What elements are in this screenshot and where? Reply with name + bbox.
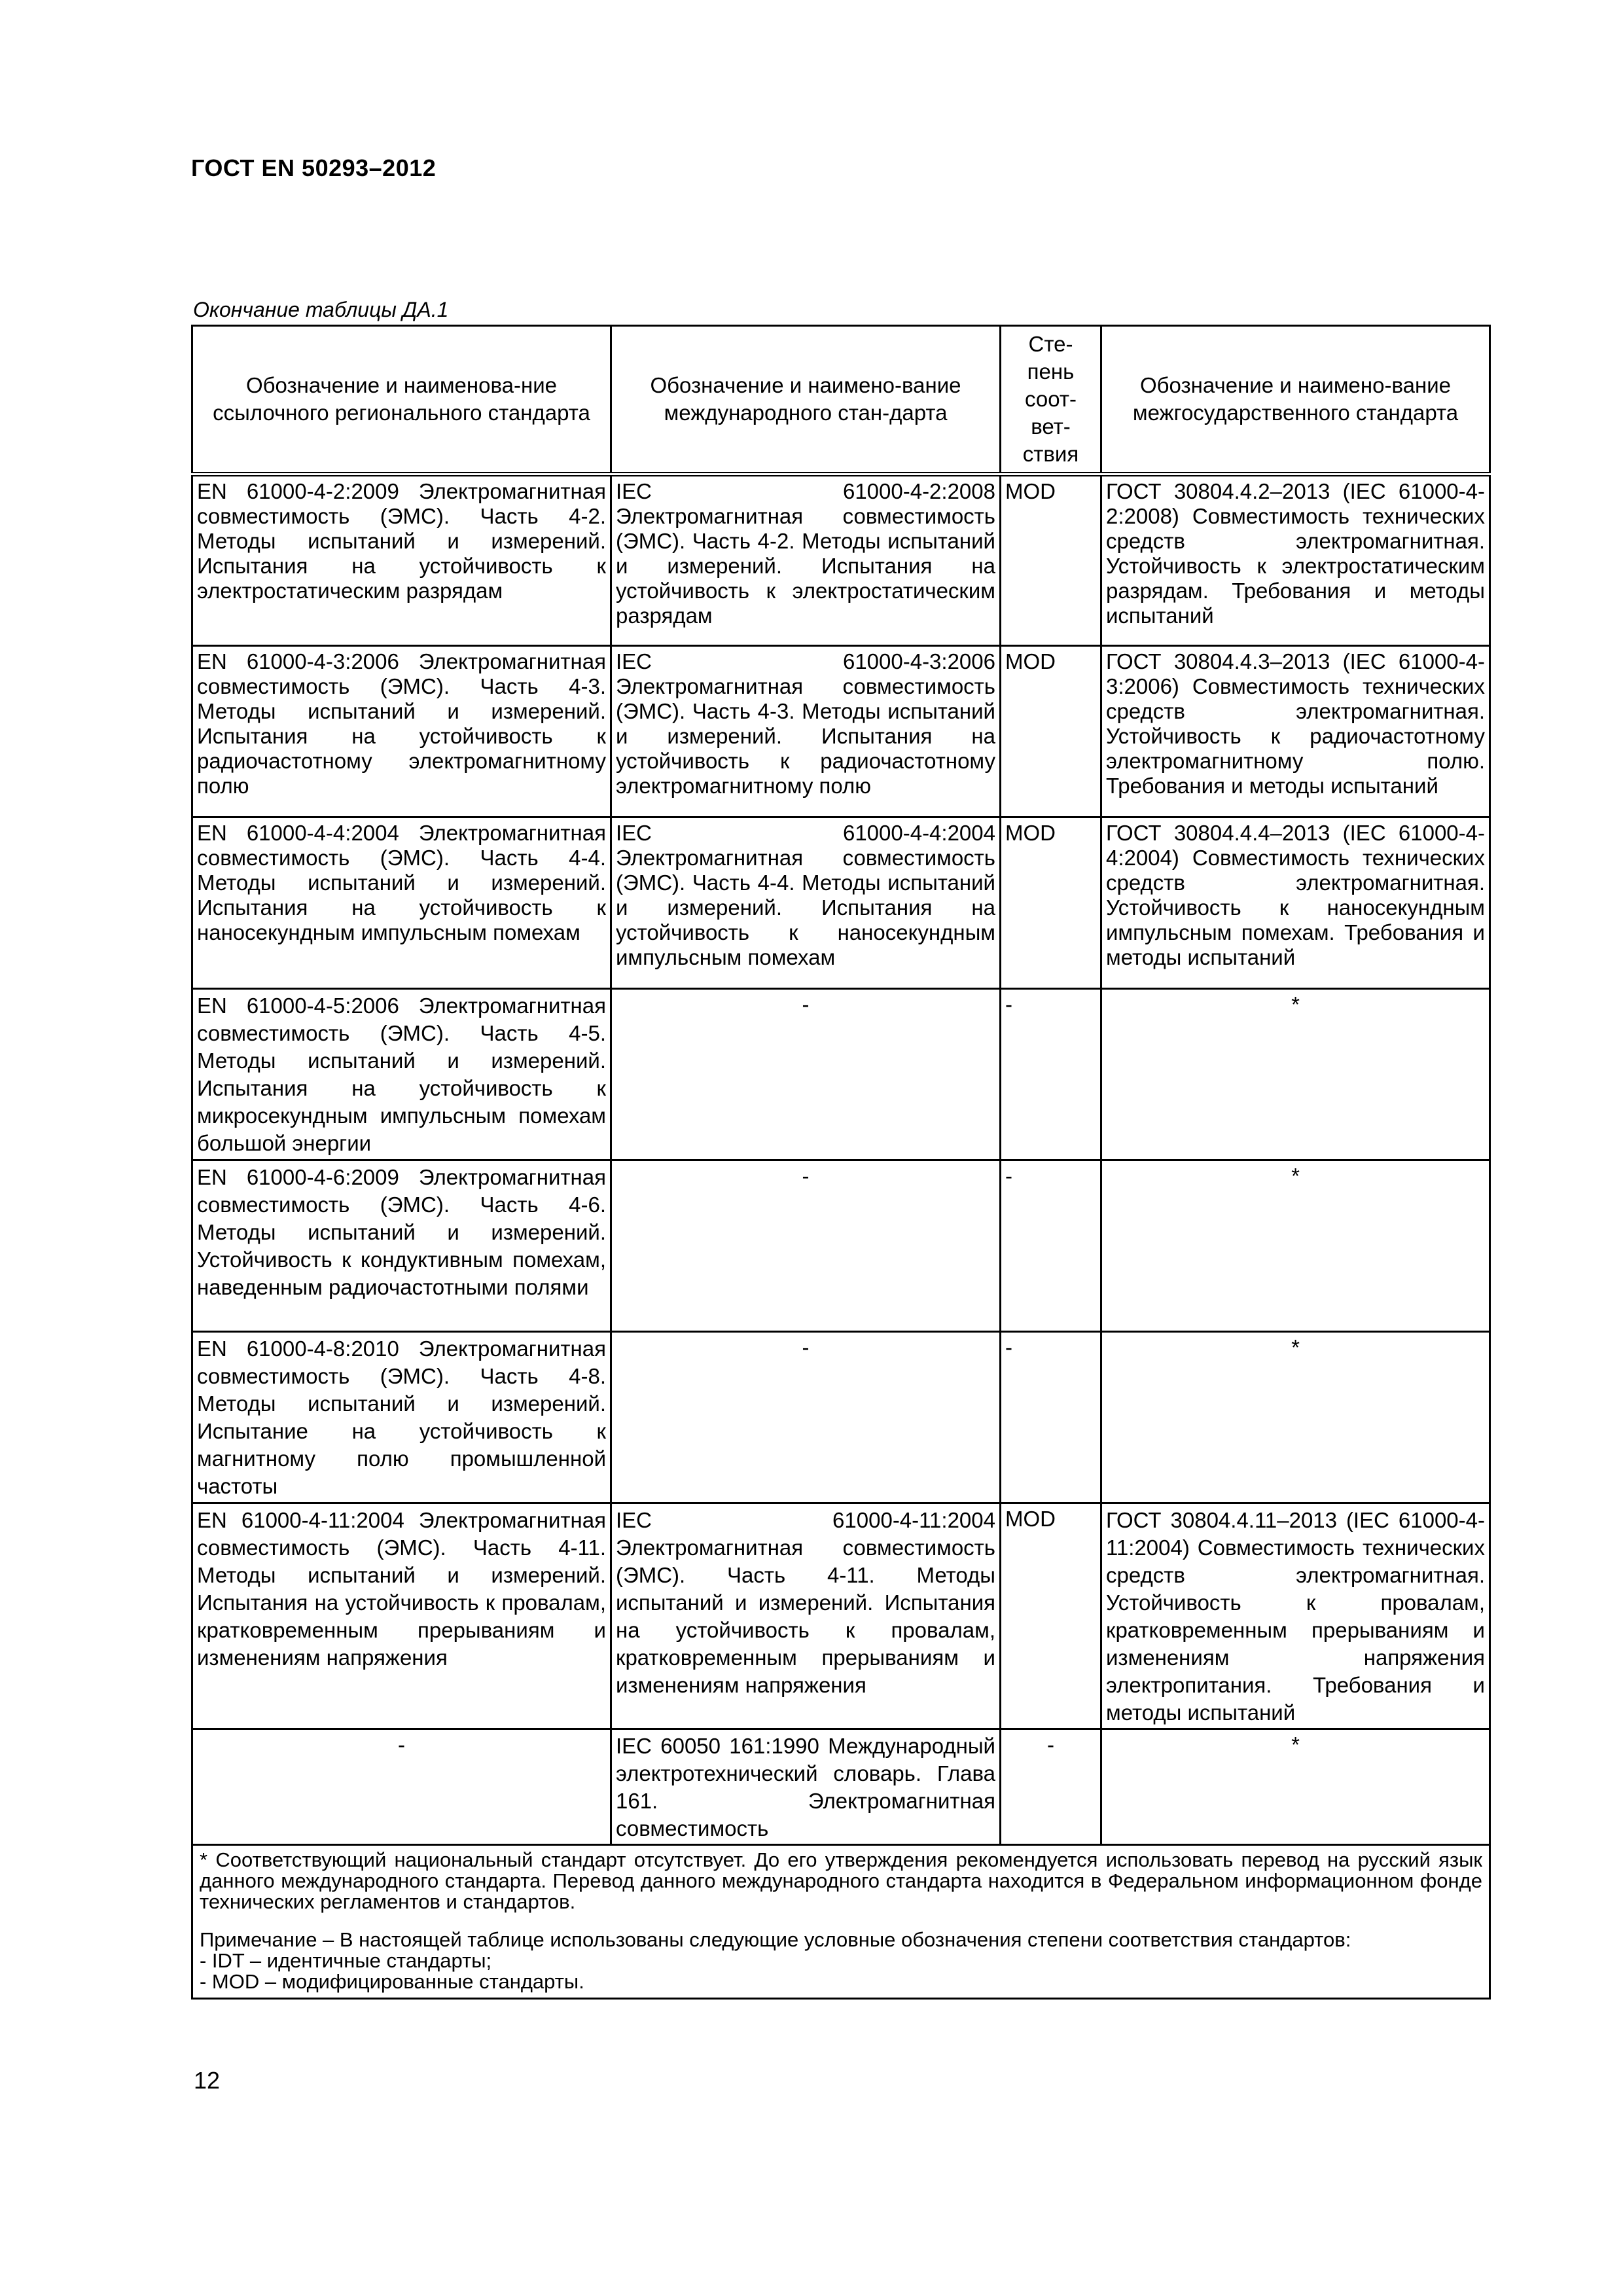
table-row — [192, 646, 1490, 817]
cell-interstate: * — [1101, 989, 1490, 1160]
cell-degree: - — [1001, 1729, 1101, 1845]
cell-international: - — [611, 1160, 1001, 1332]
cell-international: - — [611, 989, 1001, 1160]
cell-interstate: * — [1101, 1160, 1490, 1332]
cell-degree: MOD — [1001, 475, 1101, 646]
cell-regional: EN 61000-4-11:2004 Электромагнитная совместимость (ЭМС). Часть 4-11. Методы испытаний и измерений. Испытания на устойчивость к провалам, кратковременным прерываниям и изменениям напряжения — [192, 1503, 611, 1729]
cell-international: - — [611, 1332, 1001, 1503]
header-international: Обозначение и наимено-вание международного стан-дарта — [611, 326, 1001, 475]
table-caption: Окончание таблицы ДА.1 — [193, 298, 449, 321]
cell-international: IEC 61000-4-2:2008 Электромагнитная совместимость (ЭМС). Часть 4-2. Методы испытаний и измерений. Испытания на устойчивость к электростатическим разрядам — [611, 475, 1001, 646]
cell-degree: MOD — [1001, 646, 1101, 817]
table-header-row — [192, 326, 1490, 475]
cell-degree: MOD — [1001, 817, 1101, 989]
note-title: Примечание – В настоящей таблице использованы следующие условные обозначения степени соответствия стандартов: — [200, 1928, 1351, 1951]
cell-interstate: ГОСТ 30804.4.3–2013 (IEC 61000-4-3:2006) Совместимость технических средств электромагнитная. Устойчивость к радиочастотному электромагнитному полю. Требования и методы испытаний — [1101, 646, 1490, 817]
table-row — [192, 1332, 1490, 1503]
footnote: * Соответствующий национальный стандарт отсутствует. До его утверждения рекомендуется использовать перевод на русский язык данного международного стандарта. Перевод данного международного стандарта находится в Федеральном информационном фонде технических регламентов и стандартов. — [200, 1848, 1482, 1913]
table-row — [192, 1503, 1490, 1729]
cell-regional: EN 61000-4-4:2004 Электромагнитная совместимость (ЭМС). Часть 4-4. Методы испытаний и измерений. Испытания на устойчивость к наносекундным импульсным помехам — [192, 817, 611, 989]
page-number: 12 — [194, 2067, 221, 2094]
cell-interstate: ГОСТ 30804.4.4–2013 (IEC 61000-4-4:2004) Совместимость технических средств электромагнитная. Устойчивость к наносекундным импульсным помехам. Требования и методы испытаний — [1101, 817, 1490, 989]
table-notes — [192, 1845, 1490, 1999]
cell-regional: EN 61000-4-6:2009 Электромагнитная совместимость (ЭМС). Часть 4-6. Методы испытаний и измерений. Устойчивость к кондуктивным помехам, наведенным радиочастотными полями — [192, 1160, 611, 1332]
cell-degree: - — [1001, 1332, 1101, 1503]
cell-interstate: ГОСТ 30804.4.11–2013 (IEC 61000-4-11:2004) Совместимость технических средств электромагнитная. Устойчивость к провалам, кратковременным прерываниям и изменениям напряжения электропитания. Требования и методы испытаний — [1101, 1503, 1490, 1729]
cell-international: IEC 60050 161:1990 Международный электротехнический словарь. Глава 161. Электромагнитная совместимость — [611, 1729, 1001, 1845]
table-row — [192, 989, 1490, 1160]
table-row — [192, 817, 1490, 989]
note-item: - MOD – модифицированные стандарты. — [200, 1970, 584, 1993]
header-regional: Обозначение и наименова-ние ссылочного регионального стандарта — [192, 326, 611, 475]
cell-interstate: * — [1101, 1729, 1490, 1845]
cell-international: IEC 61000-4-3:2006 Электромагнитная совместимость (ЭМС). Часть 4-3. Методы испытаний и измерений. Испытания на устойчивость к радиочастотному электромагнитному полю — [611, 646, 1001, 817]
cell-regional: - — [192, 1729, 611, 1845]
correspondence-table — [191, 325, 1491, 2000]
table-row — [192, 475, 1490, 646]
cell-interstate: * — [1101, 1332, 1490, 1503]
cell-regional: EN 61000-4-8:2010 Электромагнитная совместимость (ЭМС). Часть 4-8. Методы испытаний и измерений. Испытание на устойчивость к магнитному полю промышленной частоты — [192, 1332, 611, 1503]
cell-regional: EN 61000-4-5:2006 Электромагнитная совместимость (ЭМС). Часть 4-5. Методы испытаний и измерений. Испытания на устойчивость к микросекундным импульсным помехам большой энергии — [192, 989, 611, 1160]
table-row — [192, 1729, 1490, 1845]
table-notes-row — [192, 1845, 1490, 1999]
table-row — [192, 1160, 1490, 1332]
cell-interstate: ГОСТ 30804.4.2–2013 (IEC 61000-4-2:2008) Совместимость технических средств электромагнитная. Устойчивость к электростатическим разрядам. Требования и методы испытаний — [1101, 475, 1490, 646]
cell-international: IEC 61000-4-11:2004 Электромагнитная совместимость (ЭМС). Часть 4-11. Методы испытаний и измерений. Испытания на устойчивость к провалам, кратковременным прерываниям и изменениям напряжения — [611, 1503, 1001, 1729]
header-interstate: Обозначение и наимено-вание межгосударственного стандарта — [1101, 326, 1490, 475]
cell-degree: - — [1001, 989, 1101, 1160]
cell-regional: EN 61000-4-2:2009 Электромагнитная совместимость (ЭМС). Часть 4-2. Методы испытаний и измерений. Испытания на устойчивость к электростатическим разрядам — [192, 475, 611, 646]
note-item: - IDT – идентичные стандарты; — [200, 1949, 492, 1972]
document-code: ГОСТ EN 50293–2012 — [191, 154, 437, 181]
note — [200, 1929, 1482, 1992]
cell-degree: - — [1001, 1160, 1101, 1332]
cell-regional: EN 61000-4-3:2006 Электромагнитная совместимость (ЭМС). Часть 4-3. Методы испытаний и измерений. Испытания на устойчивость к радиочастотному электромагнитному полю — [192, 646, 611, 817]
cell-degree: MOD — [1001, 1503, 1101, 1729]
header-degree: Сте-пень соот-вет-ствия — [1001, 326, 1101, 475]
cell-international: IEC 61000-4-4:2004 Электромагнитная совместимость (ЭМС). Часть 4-4. Методы испытаний и измерений. Испытания на устойчивость к наносекундным импульсным помехам — [611, 817, 1001, 989]
